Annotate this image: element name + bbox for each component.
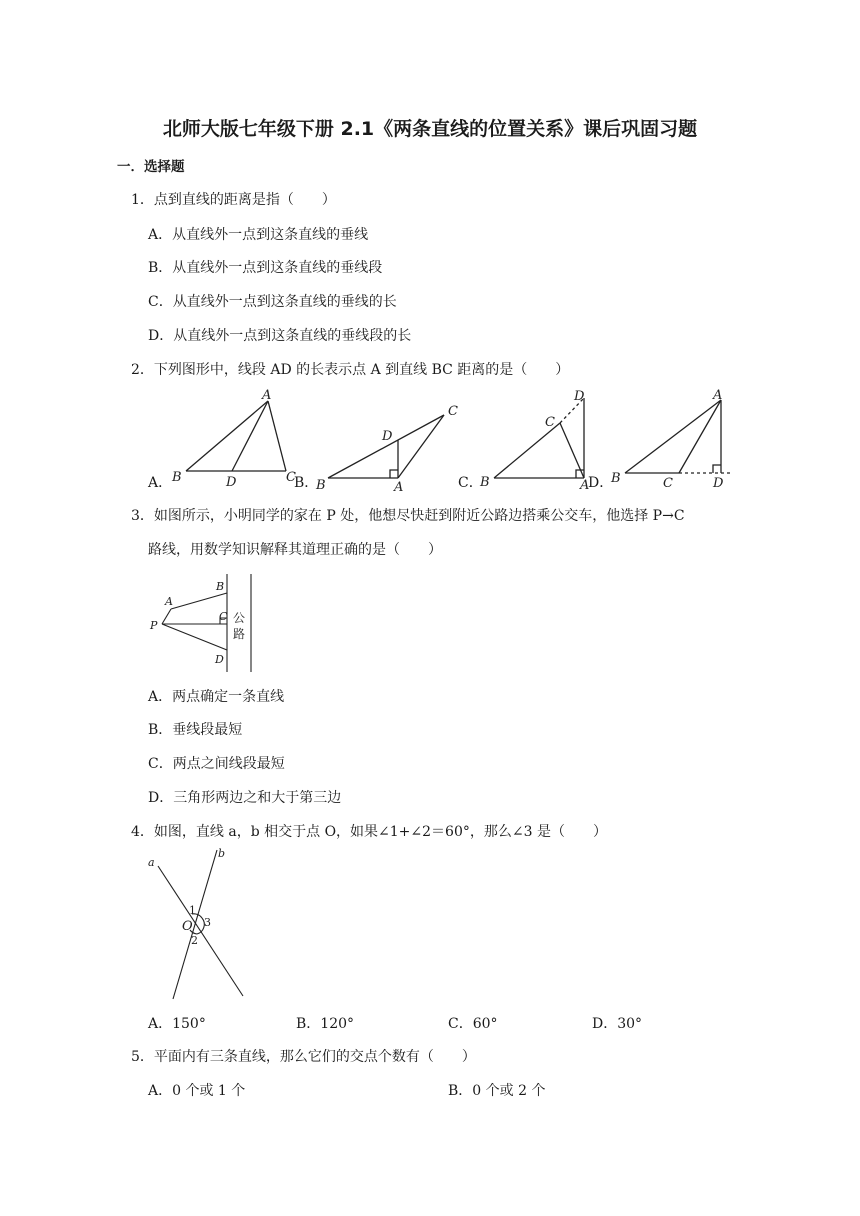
fig-a-label-b: B (172, 470, 182, 485)
fig-c-label-c: C (545, 415, 555, 430)
fig-d-label-a: A (713, 388, 723, 403)
q3-figure (148, 572, 263, 677)
fig-b-label-b: B (316, 478, 326, 493)
q3-stem-line1: 3．如图所示，小明同学的家在 P 处，他想尽快赶到附近公路边搭乘公交车，他选择 P→C (131, 508, 685, 524)
q2-figure-a (160, 385, 300, 490)
q1-stem: 1．点到直线的距离是指（ ） (131, 192, 336, 208)
fig-a-label-a: A (262, 388, 272, 403)
q3-label-a: A (165, 595, 173, 608)
q3-option-b[interactable]: B．垂线段最短 (148, 722, 243, 738)
q1-option-c[interactable]: C．从直线外一点到这条直线的垂线的长 (148, 294, 397, 310)
q2-option-a[interactable]: A． (148, 475, 173, 491)
fig-c-label-a: A (580, 478, 590, 493)
q2-option-d[interactable]: D． (588, 475, 614, 491)
q3-option-a[interactable]: A．两点确定一条直线 (148, 689, 285, 705)
q5-option-b[interactable]: B．0 个或 2 个 (448, 1083, 546, 1099)
q4-stem: 4．如图，直线 a，b 相交于点 O，如果∠1+∠2＝60°，那么∠3 是（ ） (131, 824, 607, 840)
fig-c-label-b: B (480, 475, 490, 490)
q4-angle-1: 1 (189, 904, 196, 917)
fig-c-label-d: D (574, 389, 585, 404)
fig-d-label-c: C (663, 476, 673, 491)
q4-angle-2: 2 (191, 934, 198, 947)
fig-d-label-d: D (713, 476, 724, 491)
q4-option-d[interactable]: D．30° (592, 1016, 643, 1032)
fig-b-label-c: C (448, 404, 458, 419)
q2-option-c[interactable]: C． (458, 475, 483, 491)
q4-label-a: a (148, 856, 155, 869)
fig-b-label-d: D (382, 429, 393, 444)
q2-figure-b (310, 395, 470, 495)
q2-figure-d (605, 386, 745, 491)
q2-option-b[interactable]: B． (294, 475, 319, 491)
q3-label-p: P (150, 619, 158, 632)
q5-stem: 5．平面内有三条直线，那么它们的交点个数有（ ） (131, 1049, 476, 1065)
q2-figure-c (478, 388, 608, 493)
q4-option-a[interactable]: A．150° (148, 1016, 206, 1032)
fig-a-label-c: C (286, 470, 296, 485)
q2-stem: 2．下列图形中，线段 AD 的长表示点 A 到直线 BC 距离的是（ ） (131, 362, 570, 378)
q3-option-c[interactable]: C．两点之间线段最短 (148, 756, 285, 772)
q4-label-b: b (218, 847, 226, 860)
page-title: 北师大版七年级下册 2.1《两条直线的位置关系》课后巩固习题 (162, 118, 698, 140)
q3-label-d: D (215, 653, 224, 666)
fig-b-label-a: A (394, 480, 404, 495)
q5-option-a[interactable]: A．0 个或 1 个 (148, 1083, 246, 1099)
q1-option-d[interactable]: D．从直线外一点到这条直线的垂线段的长 (148, 328, 412, 344)
q3-label-c: C (219, 610, 228, 623)
q3-option-d[interactable]: D．三角形两边之和大于第三边 (148, 790, 342, 806)
q4-option-c[interactable]: C．60° (448, 1016, 498, 1032)
section-heading: 一．选择题 (117, 159, 185, 175)
q3-road-label-1: 公 (233, 611, 246, 625)
q3-stem-line2: 路线，用数学知识解释其道理正确的是（ ） (148, 542, 442, 558)
fig-a-label-d: D (226, 475, 237, 490)
q4-figure (145, 846, 255, 1002)
q4-angle-3: 3 (204, 916, 211, 929)
fig-d-label-b: B (611, 471, 621, 486)
q1-option-a[interactable]: A．从直线外一点到这条直线的垂线 (148, 227, 369, 243)
q1-option-b[interactable]: B．从直线外一点到这条直线的垂线段 (148, 260, 383, 276)
q3-road-label-2: 路 (233, 627, 246, 641)
q4-option-b[interactable]: B．120° (296, 1016, 355, 1032)
q4-label-o: O (182, 919, 193, 934)
q3-label-b: B (216, 580, 225, 593)
